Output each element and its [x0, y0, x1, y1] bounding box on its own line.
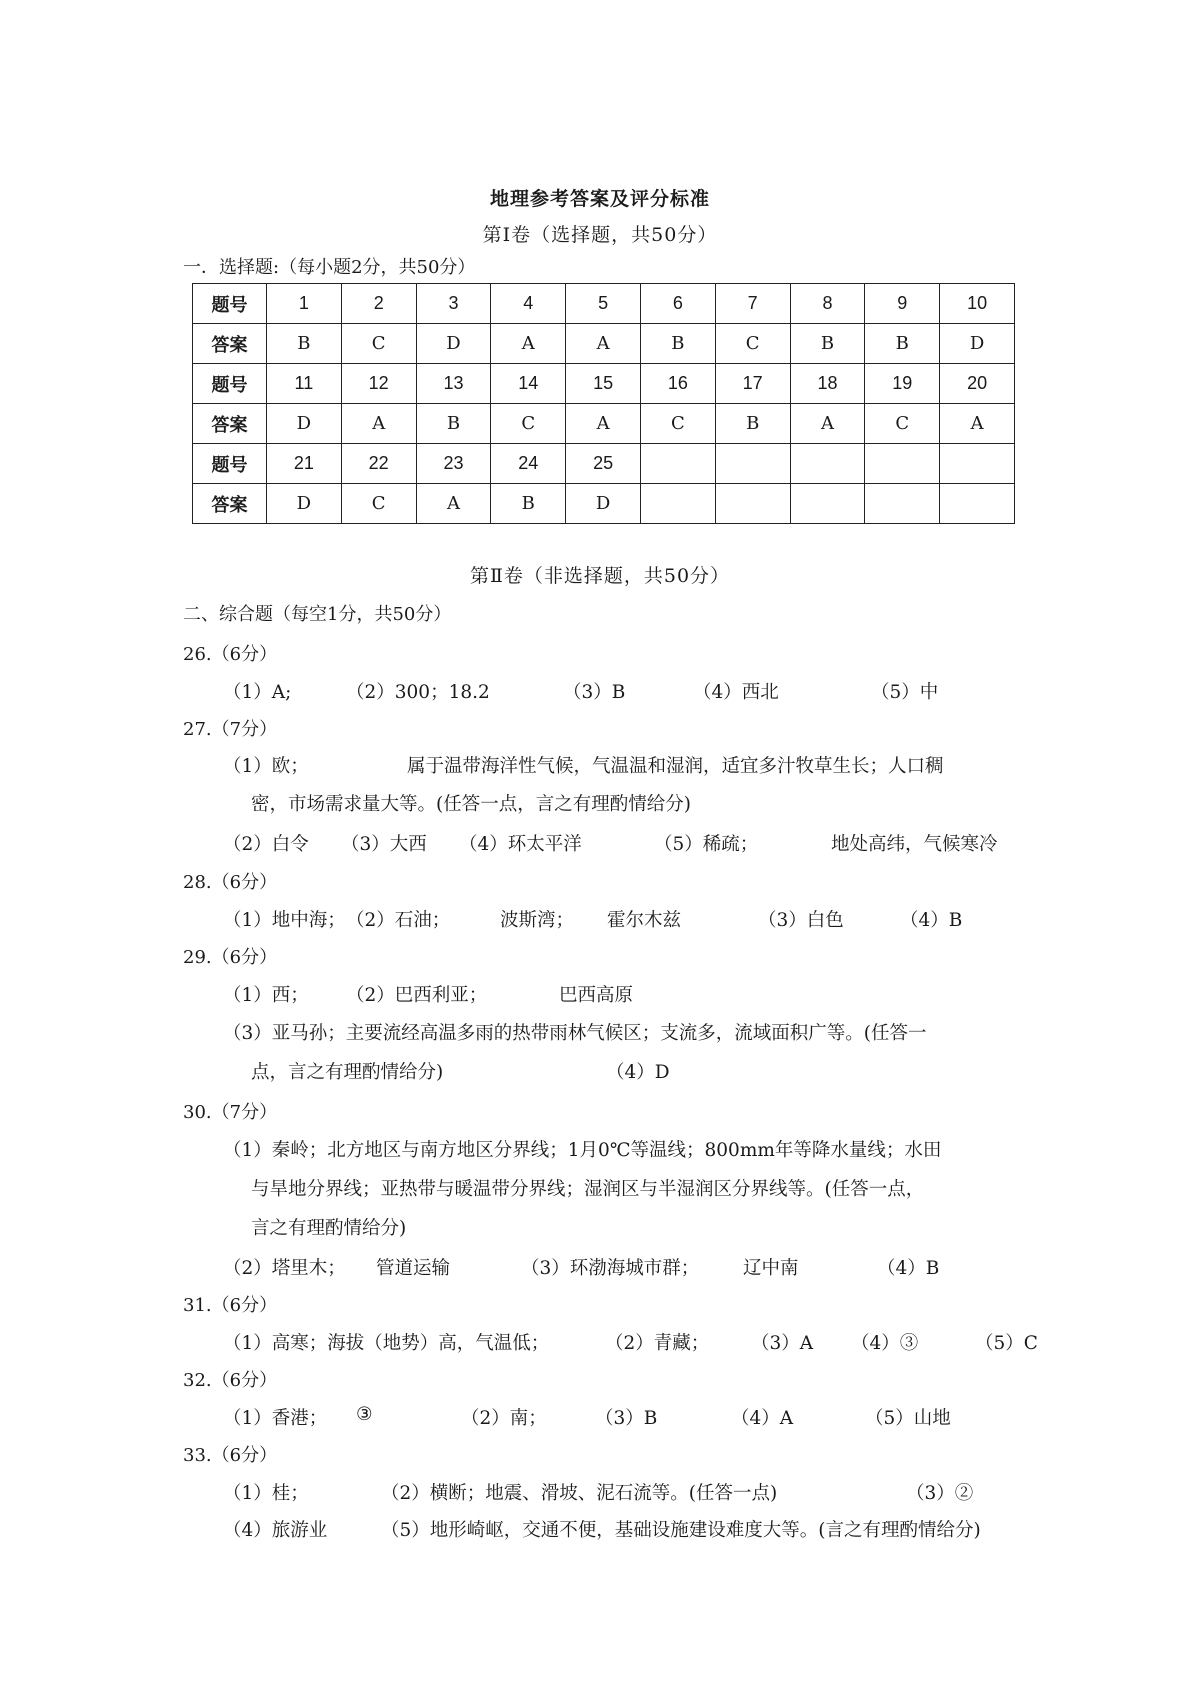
q28-item: 霍尔木兹 — [607, 910, 682, 931]
answer-cell: D — [416, 324, 491, 364]
answer-cell: B — [790, 324, 865, 364]
q26-item: （5）中 — [871, 682, 939, 703]
question-number-row — [193, 284, 1015, 324]
q29-heading: 29.（6分） — [183, 947, 278, 968]
q28-item: 波斯湾； — [500, 910, 575, 931]
question-number-cell: 24 — [491, 444, 566, 484]
q27-item: （2）白令 — [223, 834, 309, 855]
q33-item: （1）桂； — [223, 1483, 309, 1504]
question-number-cell: 7 — [715, 284, 790, 324]
q28-item: （4）B — [900, 910, 963, 931]
question-number-cell: 1 — [267, 284, 342, 324]
answer-cell — [865, 484, 940, 524]
q31-item: （1）高寒；海拔（地势）高，气温低； — [223, 1333, 550, 1354]
q27-heading: 27.（7分） — [183, 719, 278, 740]
q28-item: （3）白色 — [758, 910, 844, 931]
question-number-cell: 2 — [341, 284, 416, 324]
q33-item: （5）地形崎岖，交通不便，基础设施建设难度大等。(言之有理酌情给分) — [381, 1520, 981, 1541]
answer-cell: B — [640, 324, 715, 364]
question-number-cell: 13 — [416, 364, 491, 404]
answer-cell: A — [790, 404, 865, 444]
question-number-cell: 19 — [865, 364, 940, 404]
q30-part1-tail: 言之有理酌情给分) — [251, 1218, 407, 1239]
row-label-question-number: 题号 — [193, 364, 267, 404]
q29-part3-tail: 点，言之有理酌情给分) — [251, 1062, 444, 1083]
q27-item: 地处高纬，气候寒冷 — [831, 834, 998, 855]
volume-2-heading: 第Ⅱ卷（非选择题，共50分） — [469, 565, 731, 587]
question-number-cell: 6 — [640, 284, 715, 324]
answer-cell: D — [566, 484, 641, 524]
q29-item: 巴西高原 — [559, 985, 634, 1006]
answer-cell: D — [267, 404, 342, 444]
q28-item: （1）地中海； — [223, 910, 346, 931]
question-number-cell: 17 — [715, 364, 790, 404]
question-number-cell — [940, 444, 1015, 484]
answer-cell: D — [267, 484, 342, 524]
answer-cell: A — [566, 324, 641, 364]
q28-heading: 28.（6分） — [183, 872, 278, 893]
q29-part3-line: （3）亚马孙；主要流经高温多雨的热带雨林气候区；支流多，流域面积广等。(任答一 — [223, 1023, 927, 1044]
answer-cell: C — [341, 324, 416, 364]
question-number-cell: 10 — [940, 284, 1015, 324]
q27-part1-continuation: 密，市场需求量大等。(任答一点，言之有理酌情给分) — [251, 794, 691, 815]
q27-item: （5）稀疏； — [654, 834, 759, 855]
answer-cell: B — [865, 324, 940, 364]
answer-cell: A — [566, 404, 641, 444]
answer-cell: B — [715, 404, 790, 444]
question-number-cell: 8 — [790, 284, 865, 324]
q30-item: （2）塔里木； — [223, 1258, 346, 1279]
question-number-cell: 4 — [491, 284, 566, 324]
q27-explanation: 属于温带海洋性气候，气温温和湿润，适宜多汁牧草生长；人口稠 — [407, 756, 944, 777]
q32-item: （3）B — [595, 1408, 658, 1429]
question-number-cell: 3 — [416, 284, 491, 324]
row-label-question-number: 题号 — [193, 284, 267, 324]
q27-item: （4）环太平洋 — [459, 834, 582, 855]
question-number-cell: 16 — [640, 364, 715, 404]
page-title: 地理参考答案及评分标准 — [489, 188, 710, 210]
q31-item: （3）A — [751, 1333, 814, 1354]
question-number-cell: 5 — [566, 284, 641, 324]
q33-item: （2）横断；地震、滑坡、泥石流等。(任答一点) — [381, 1483, 778, 1504]
answer-row — [193, 484, 1015, 524]
question-number-cell: 20 — [940, 364, 1015, 404]
section-2-heading: 二、综合题（每空1分，共50分） — [183, 604, 452, 625]
q30-part1-line: （1）秦岭；北方地区与南方地区分界线；1月0℃等温线；800mm年等降水量线；水田 — [223, 1140, 942, 1161]
answer-cell: B — [267, 324, 342, 364]
q26-heading: 26.（6分） — [183, 644, 278, 665]
q30-part1-continuation: 与旱地分界线；亚热带与暖温带分界线；湿润区与半湿润区分界线等。(任答一点， — [251, 1179, 925, 1200]
answer-cell: C — [341, 484, 416, 524]
q31-item: （2）青藏； — [605, 1333, 710, 1354]
answer-cell: C — [865, 404, 940, 444]
q28-item: （2）石油； — [346, 910, 451, 931]
q26-item: （4）西北 — [693, 682, 779, 703]
question-number-cell — [865, 444, 940, 484]
answer-cell: A — [416, 484, 491, 524]
q30-item: （4）B — [877, 1258, 940, 1279]
question-number-cell: 15 — [566, 364, 641, 404]
answer-cell: D — [940, 324, 1015, 364]
question-number-cell — [640, 444, 715, 484]
row-label-answer: 答案 — [193, 404, 267, 444]
q29-item: （2）巴西利亚； — [346, 985, 488, 1006]
answer-cell — [790, 484, 865, 524]
answer-cell: C — [715, 324, 790, 364]
answer-cell: C — [491, 404, 566, 444]
q32-item: （4）A — [731, 1408, 794, 1429]
answer-cell: A — [940, 404, 1015, 444]
answer-cell: A — [491, 324, 566, 364]
q32-item: （1）香港； — [223, 1408, 328, 1429]
q31-item: （5）C — [975, 1333, 1038, 1354]
q26-item: （2）300；18.2 — [346, 682, 490, 703]
question-number-row — [193, 364, 1015, 404]
q30-item: 管道运输 — [376, 1258, 451, 1279]
volume-1-heading: 第Ⅰ卷（选择题，共50分） — [482, 224, 718, 246]
row-label-answer: 答案 — [193, 484, 267, 524]
q27-item: （3）大西 — [341, 834, 427, 855]
q30-item: （3）环渤海城市群； — [521, 1258, 700, 1279]
section-1-heading: 一．选择题:（每小题2分，共50分） — [183, 257, 476, 278]
question-number-row — [193, 444, 1015, 484]
answer-table — [192, 283, 1015, 524]
answer-cell: A — [341, 404, 416, 444]
question-number-cell: 14 — [491, 364, 566, 404]
question-number-cell: 9 — [865, 284, 940, 324]
question-number-cell: 23 — [416, 444, 491, 484]
q33-item: （3）② — [906, 1483, 974, 1504]
q32-item: ③ — [356, 1404, 373, 1425]
answer-row — [193, 404, 1015, 444]
q29-item: （1）西； — [223, 985, 309, 1006]
answer-cell: C — [640, 404, 715, 444]
q30-heading: 30.（7分） — [183, 1102, 278, 1123]
question-number-cell: 25 — [566, 444, 641, 484]
row-label-question-number: 题号 — [193, 444, 267, 484]
answer-cell — [715, 484, 790, 524]
q32-item: （5）山地 — [865, 1408, 951, 1429]
q33-item: （4）旅游业 — [223, 1520, 328, 1541]
answer-cell: B — [491, 484, 566, 524]
q32-heading: 32.（6分） — [183, 1370, 278, 1391]
answer-cell — [640, 484, 715, 524]
answer-row — [193, 324, 1015, 364]
q30-item: 辽中南 — [743, 1258, 799, 1279]
q33-heading: 33.（6分） — [183, 1445, 278, 1466]
question-number-cell: 18 — [790, 364, 865, 404]
question-number-cell: 22 — [341, 444, 416, 484]
q32-item: （2）南； — [461, 1408, 547, 1429]
answer-cell: B — [416, 404, 491, 444]
q29-part4: （4）D — [606, 1062, 670, 1083]
q31-item: （4）③ — [851, 1333, 919, 1354]
q26-item: （3）B — [563, 682, 626, 703]
question-number-cell: 21 — [267, 444, 342, 484]
q31-heading: 31.（6分） — [183, 1295, 278, 1316]
q26-item: （1）A; — [223, 682, 292, 703]
q27-answer: （1）欧； — [223, 756, 309, 777]
answer-cell — [940, 484, 1015, 524]
question-number-cell: 12 — [341, 364, 416, 404]
question-number-cell — [715, 444, 790, 484]
question-number-cell — [790, 444, 865, 484]
question-number-cell: 11 — [267, 364, 342, 404]
row-label-answer: 答案 — [193, 324, 267, 364]
